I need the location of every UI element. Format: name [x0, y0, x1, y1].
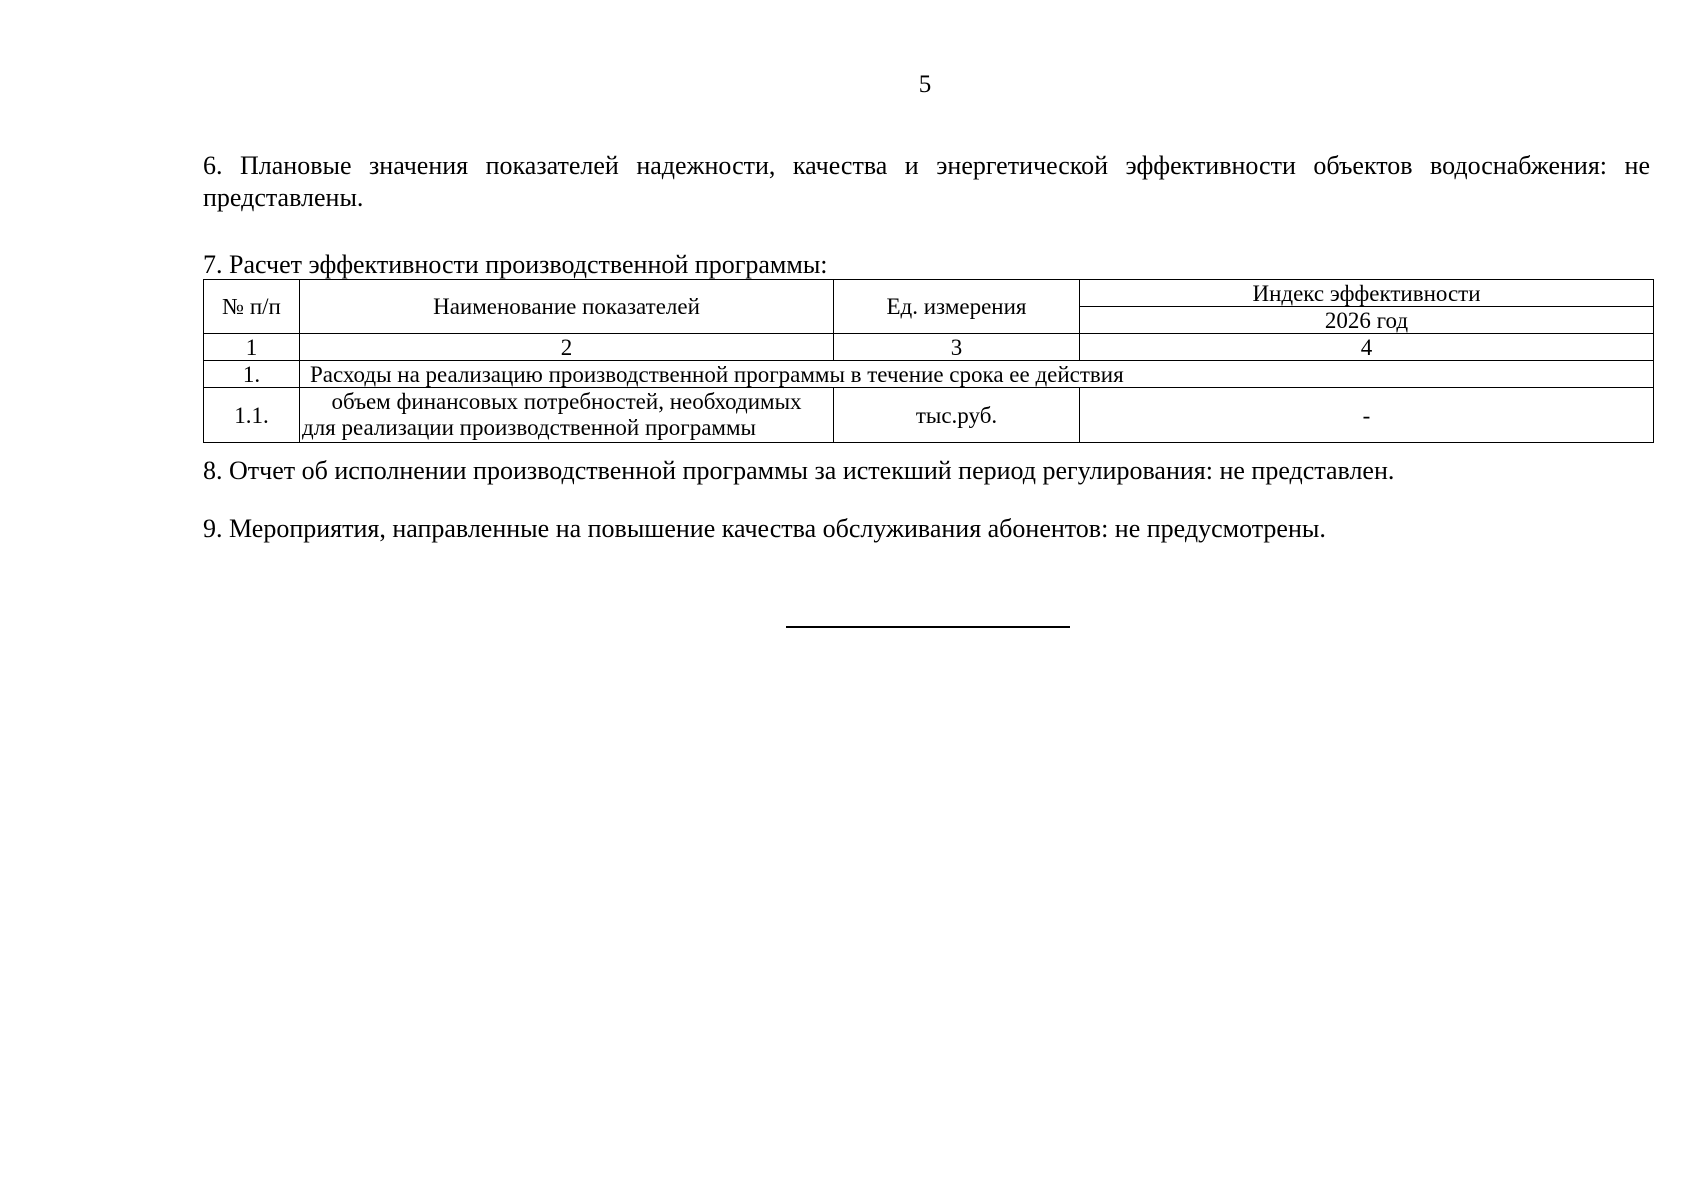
row-number: 1.1. — [204, 388, 300, 443]
row-number: 1. — [204, 361, 300, 388]
row-value: - — [1080, 388, 1654, 443]
header-unit: Ед. измерения — [834, 280, 1080, 334]
row-indicator-name-line: для реализации производственной программы — [302, 415, 756, 440]
efficiency-table — [203, 279, 1654, 443]
section-7-heading: 7. Расчет эффективности производственной программы: — [203, 250, 828, 279]
header-name: Наименование показателей — [300, 280, 834, 334]
column-number: 4 — [1080, 334, 1654, 361]
table-header-row — [204, 280, 1654, 307]
row-group-title: Расходы на реализацию производственной программы в течение срока ее действия — [300, 361, 1654, 388]
header-number: № п/п — [204, 280, 300, 334]
column-number: 1 — [204, 334, 300, 361]
section-8-paragraph: 8. Отчет об исполнении производственной программы за истекший период регулирования: не представлен. — [203, 456, 1395, 485]
row-unit: тыс.руб. — [834, 388, 1080, 443]
table-row — [204, 361, 1654, 388]
row-indicator-name — [300, 388, 834, 443]
section-9-paragraph: 9. Мероприятия, направленные на повышение качества обслуживания абонентов: не предусмотрены. — [203, 514, 1326, 543]
column-number: 2 — [300, 334, 834, 361]
header-index-group: Индекс эффективности — [1080, 280, 1654, 307]
section-6-paragraph: 6. Плановые значения показателей надежности, качества и энергетической эффективности объектов водоснабжения: не представлены. — [203, 151, 1650, 212]
header-year: 2026 год — [1080, 307, 1654, 334]
column-number: 3 — [834, 334, 1080, 361]
page-number: 5 — [918, 71, 932, 98]
column-number-row — [204, 334, 1654, 361]
row-indicator-name-line: объем финансовых потребностей, необходимых — [331, 389, 802, 414]
end-of-document-rule — [786, 626, 1070, 628]
table-row — [204, 388, 1654, 443]
